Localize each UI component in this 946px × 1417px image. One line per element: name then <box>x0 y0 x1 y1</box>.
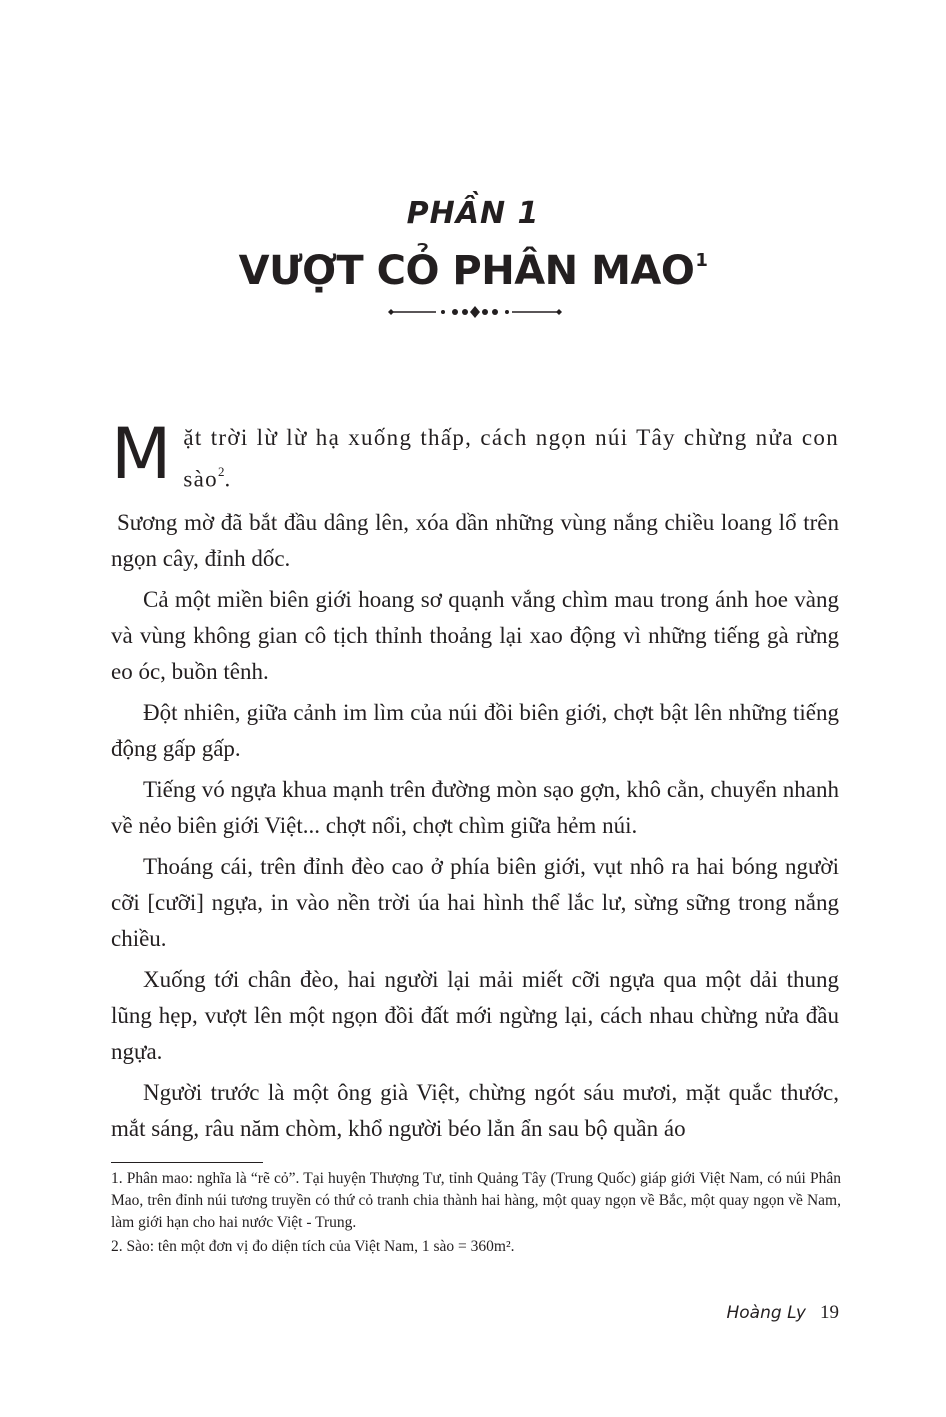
body-text <box>111 413 839 1152</box>
ornament-dot <box>482 309 488 315</box>
author-name: Hoàng Ly <box>726 1303 806 1323</box>
footnote: 1. Phân mao: nghĩa là “rẽ cỏ”. Tại huyện Thượng Tư, tỉnh Quảng Tây (Trung Quốc) giáp giới Việt Nam, có núi Phân Mao, trên đỉnh núi tương truyền có thứ cỏ tranh chia thành hai hàng, một quay ngọn về Bắc, một quay ngọn về Nam, làm giới hạn cho hai nước Việt - Trung. <box>111 1170 841 1231</box>
first-paragraph-text: ặt trời lừ lừ hạ xuống thấp, cách ngọn núi Tây chừng nửa con sào <box>183 425 839 492</box>
chapter-title-footnote-ref: 1 <box>695 249 708 271</box>
chapter-title <box>0 248 946 294</box>
page-number: 19 <box>820 1302 839 1323</box>
paragraph: Sương mờ đã bắt đầu dâng lên, xóa dần những vùng nắng chiều loang lổ trên ngọn cây, đỉnh dốc. <box>111 509 839 571</box>
title-ornament <box>380 302 570 322</box>
ornament-diamond-left <box>388 309 394 315</box>
paragraph: Tiếng vó ngựa khua mạnh trên đường mòn sạo gợn, khô cằn, chuyển nhanh về nẻo biên giới Việt... chợt nổi, chợt chìm giữa hẻm núi. <box>111 776 839 838</box>
ornament-dot <box>462 309 468 315</box>
footnote: 2. Sào: tên một đơn vị đo diện tích của Việt Nam, 1 sào = 360m². <box>111 1238 515 1255</box>
chapter-title-text: VƯỢT CỎ PHÂN MAO <box>238 248 695 294</box>
drop-cap: M <box>111 413 172 495</box>
running-footer <box>727 1302 840 1324</box>
ornament-diamond-right <box>556 309 562 315</box>
paragraph: Người trước là một ông già Việt, chừng ngót sáu mươi, mặt quắc thước, mắt sáng, râu năm chòm, khổ người béo lẳn ẩn sau bộ quần áo <box>111 1079 839 1141</box>
ornament-dot <box>492 309 498 315</box>
footnote-ref: 2 <box>217 464 225 479</box>
ornament-dot <box>452 309 458 315</box>
footnotes <box>111 1168 841 1260</box>
paragraph: Cả một miền biên giới hoang sơ quạnh vắng chìm mau trong ánh hoe vàng và vùng không gian cô tịch thỉnh thoảng lại xao động vì những tiếng gà rừng eo óc, buồn tênh. <box>111 586 839 684</box>
ornament-dot <box>505 310 509 314</box>
paragraph: Đột nhiên, giữa cảnh im lìm của núi đồi biên giới, chợt bật lên những tiếng động gấp gấp. <box>111 699 839 761</box>
first-paragraph <box>111 413 839 498</box>
first-paragraph-end: . <box>224 466 231 492</box>
paragraph: Thoáng cái, trên đỉnh đèo cao ở phía biên giới, vụt nhô ra hai bóng người cỡi [cưỡi] ngựa, in vào nền trời úa hai hình thể lắc lư, sừng sững trong nắng chiều. <box>111 853 839 951</box>
ornament-diamond-center <box>470 306 480 318</box>
footnote-divider <box>111 1162 263 1163</box>
ornament-dot <box>441 310 445 314</box>
part-label: PHẦN 1 <box>406 196 540 231</box>
paragraph: Xuống tới chân đèo, hai người lại mải miết cỡi ngựa qua một dải thung lũng hẹp, vượt lên một ngọn đồi đất mới ngừng lại, cách nhau chừng nửa đầu ngựa. <box>111 966 839 1064</box>
